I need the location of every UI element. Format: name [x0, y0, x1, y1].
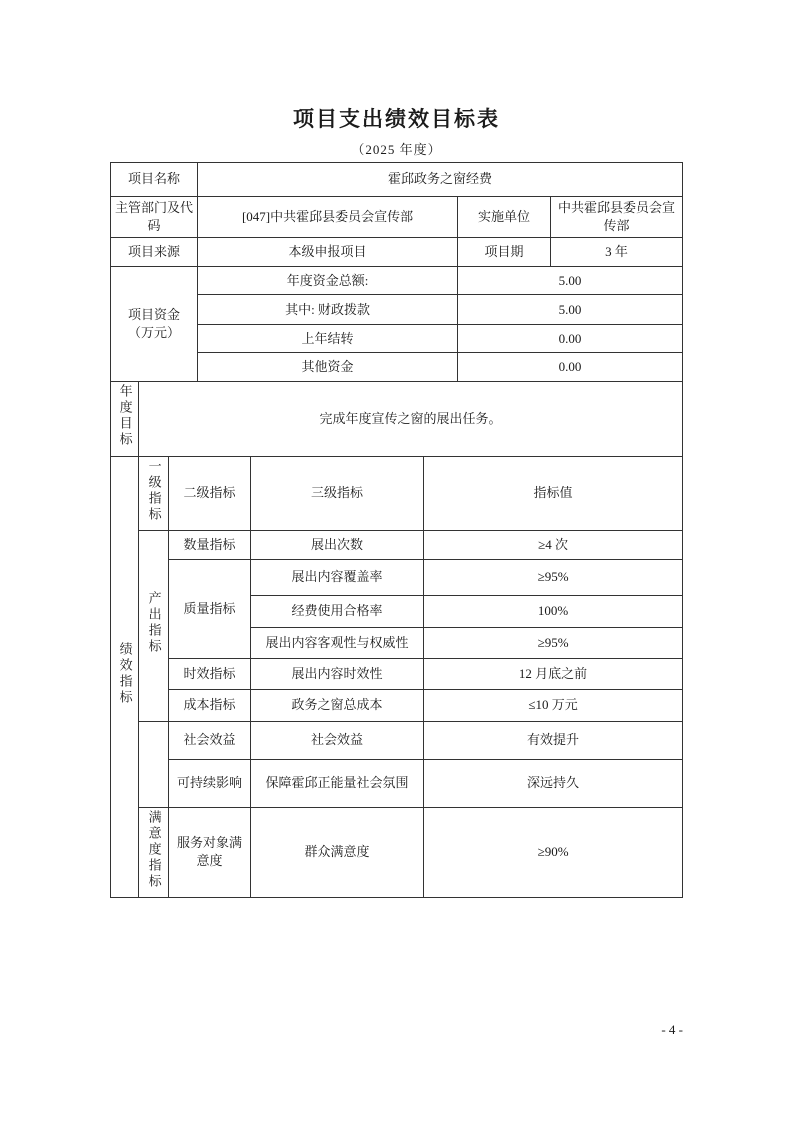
indicator-value: ≤10 万元 — [424, 689, 683, 721]
indicator-value: ≥95% — [424, 559, 683, 595]
table-row — [111, 238, 683, 267]
funding-label — [111, 267, 198, 382]
table-row — [111, 197, 683, 238]
project-source-value: 本级申报项目 — [198, 238, 458, 267]
indicator-level2: 服务对象满意度 — [169, 807, 251, 897]
indicator-value: ≥4 次 — [424, 530, 683, 559]
table-row — [111, 456, 683, 530]
indicator-header-level1 — [139, 456, 169, 530]
indicator-row — [111, 559, 683, 595]
funding-label-line2: （万元） — [128, 325, 181, 341]
funding-row-value: 5.00 — [458, 295, 683, 325]
funding-row-label: 年度资金总额: — [198, 267, 458, 295]
indicator-level2: 可持续影响 — [169, 759, 251, 807]
indicator-header-level2: 二级指标 — [169, 456, 251, 530]
table-row — [111, 163, 683, 197]
page-title: 项目支出绩效目标表 — [293, 107, 500, 131]
indicator-level3: 展出次数 — [251, 530, 424, 559]
indicator-header-level3: 三级指标 — [251, 456, 424, 530]
indicators-section-label-text: 绩效指标 — [117, 642, 133, 707]
satisfaction-group-label-text: 满意度指标 — [146, 809, 162, 890]
indicator-value: 100% — [424, 595, 683, 627]
indicator-level3: 展出内容覆盖率 — [251, 559, 424, 595]
indicator-row — [111, 721, 683, 759]
funding-row-label: 其中: 财政拨款 — [198, 295, 458, 325]
indicator-row — [111, 658, 683, 689]
indicator-level2: 社会效益 — [169, 721, 251, 759]
project-name-value: 霍邱政务之窗经费 — [198, 163, 683, 197]
funding-row-value: 0.00 — [458, 353, 683, 382]
page-number: - 4 - — [661, 1022, 683, 1037]
indicators-section-label — [111, 456, 139, 897]
indicator-row — [111, 807, 683, 897]
performance-target-table — [110, 162, 683, 898]
table-row — [111, 267, 683, 295]
annual-goal-label — [111, 382, 139, 456]
impl-unit-label: 实施单位 — [458, 197, 551, 238]
indicator-level3: 群众满意度 — [251, 807, 424, 897]
indicator-row — [111, 759, 683, 807]
indicator-row — [111, 530, 683, 559]
funding-row-label: 其他资金 — [198, 353, 458, 382]
impl-unit-value: 中共霍邱县委员会宣传部 — [551, 197, 683, 238]
project-period-label: 项目期 — [458, 238, 551, 267]
indicator-level3: 保障霍邱正能量社会氛围 — [251, 759, 424, 807]
project-source-label: 项目来源 — [111, 238, 198, 267]
benefit-group-cell — [139, 721, 169, 807]
project-period-value: 3 年 — [551, 238, 683, 267]
output-group-label-text: 产出指标 — [146, 591, 162, 656]
indicator-level3: 经费使用合格率 — [251, 595, 424, 627]
indicator-header-level1-text: 一级指标 — [146, 458, 162, 523]
indicator-level3: 展出内容时效性 — [251, 658, 424, 689]
indicator-value: 12 月底之前 — [424, 658, 683, 689]
funding-label-line1: 项目资金 — [128, 307, 181, 323]
page-subtitle: （2025 年度） — [351, 142, 442, 157]
funding-row-value: 5.00 — [458, 267, 683, 295]
satisfaction-group-label — [139, 807, 169, 897]
indicator-level3: 政务之窗总成本 — [251, 689, 424, 721]
indicator-row — [111, 689, 683, 721]
annual-goal-label-text: 年度目标 — [117, 384, 133, 449]
indicator-level2: 成本指标 — [169, 689, 251, 721]
department-value: [047]中共霍邱县委员会宣传部 — [198, 197, 458, 238]
indicator-value: ≥95% — [424, 627, 683, 658]
indicator-value: 有效提升 — [424, 721, 683, 759]
output-group-label — [139, 530, 169, 721]
indicator-value: ≥90% — [424, 807, 683, 897]
indicator-level2: 时效指标 — [169, 658, 251, 689]
indicator-level3: 展出内容客观性与权威性 — [251, 627, 424, 658]
annual-goal-value: 完成年度宣传之窗的展出任务。 — [139, 382, 683, 456]
indicator-level3: 社会效益 — [251, 721, 424, 759]
indicator-value: 深远持久 — [424, 759, 683, 807]
table-row — [111, 382, 683, 456]
indicator-header-value: 指标值 — [424, 456, 683, 530]
funding-row-value: 0.00 — [458, 325, 683, 353]
department-label: 主管部门及代码 — [111, 197, 198, 238]
project-name-label: 项目名称 — [111, 163, 198, 197]
indicator-level2: 数量指标 — [169, 530, 251, 559]
funding-row-label: 上年结转 — [198, 325, 458, 353]
indicator-level2: 质量指标 — [169, 559, 251, 658]
